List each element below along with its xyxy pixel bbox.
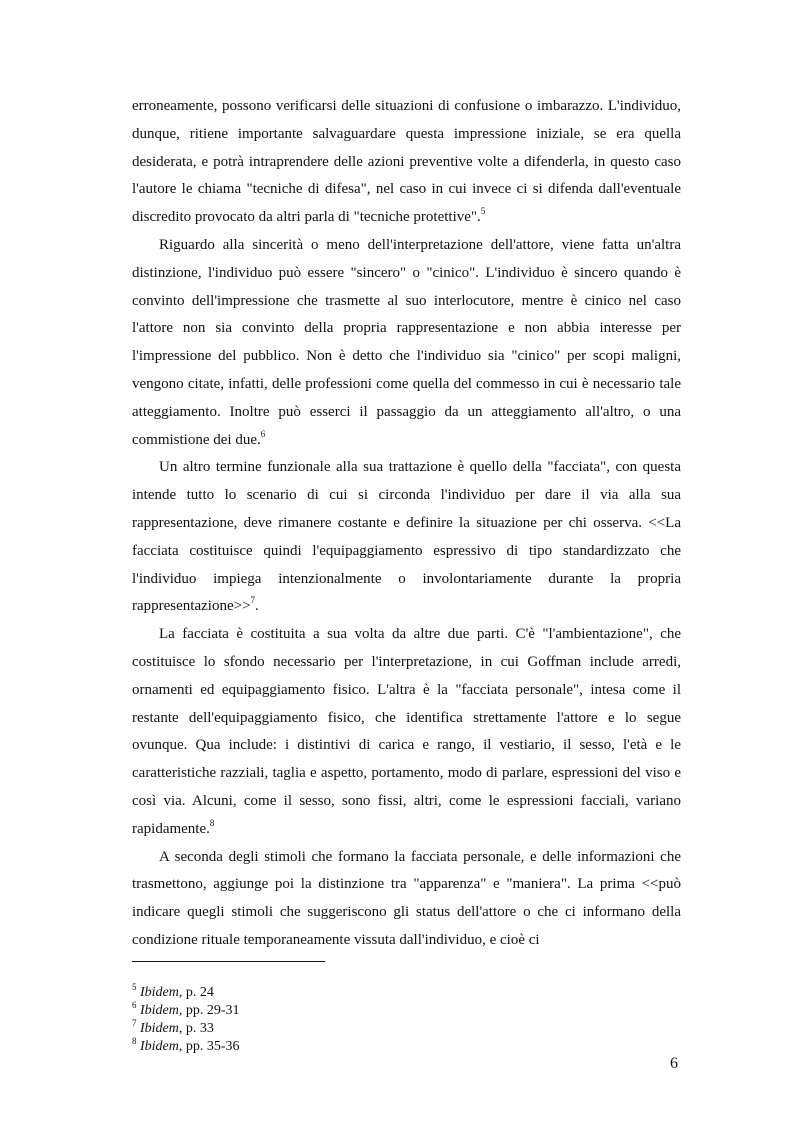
footnote-separator (132, 961, 325, 962)
page-number: 6 (670, 1055, 678, 1072)
paragraph-4: La facciata è costituita a sua volta da altre due parti. C'è "l'ambientazione", che costituisce lo sfondo necessario per l'interpretazione, in cui Goffman include arredi, ornamenti ed equipaggiamento fisico. L'altra è la "facciata personale", intesa come il restante dell'equipaggiamento fisico, che identifica strettamente l'attore e lo segue ovunque. Qua include: i distintivi di carica e rango, il vestiario, il sesso, l'età e le caratteristiche razziali, taglia e aspetto, portamento, modo di parlare, espressioni del viso e così via. Alcuni, come il sesso, sono fissi, altri, come le espressioni facciali, variano rapidamente.$^8$ (132, 626, 681, 837)
footnotes (132, 984, 632, 1056)
body-text (132, 93, 681, 955)
paragraph-3: Un altro termine funzionale alla sua trattazione è quello della "facciata", con questa intende tutto lo scenario di cui si circonda l'individuo per dare il via alla sua rappresentazione, deve rimanere costante e definire la situazione per chi osserva. <<La facciata costituisce quindi l'equipaggiamento espressivo di tipo standardizzato che l'individuo impiega intenzionalmente o involontariamente durante la propria rappresentazione>>$^7$. (132, 459, 681, 615)
footnote-5: $^5$ Ibidem, p. 24 (132, 982, 214, 1000)
footnote-8: $^8$ Ibidem, pp. 35-36 (132, 1036, 240, 1054)
paragraph-2: Riguardo alla sincerità o meno dell'interpretazione dell'attore, viene fatta un'altra distinzione, l'individuo può essere "sincero" o "cinico". L'individuo è sincero quando è convinto dell'impressione che trasmette al suo interlocutore, mentre è cinico nel caso l'attore non sia convinto della propria rappresentazione e non abbia interesse per l'impressione del pubblico. Non è detto che l'individuo sia "cinico" per scopi maligni, vengono citate, infatti, delle professioni come quella del commesso in cui è necessario tale atteggiamento. Inoltre può esserci il passaggio da un atteggiamento all'altro, o una commistione dei due.$^6$ (132, 236, 681, 448)
footnote-ref-8: 8 (209, 817, 215, 828)
footnote-6: $^6$ Ibidem, pp. 29-31 (132, 1000, 240, 1018)
footnote-ref-5: 5 (480, 206, 486, 217)
paragraph-5: A seconda degli stimoli che formano la facciata personale, e delle informazioni che trasmettono, aggiunge poi la distinzione tra "apparenza" e "maniera". La prima <<può indicare quegli stimoli che suggeriscono gli status dell'attore o che ci informano della condizione rituale temporaneamente vissuta dall'individuo, e cioè ci (132, 848, 681, 948)
paragraph-1: erroneamente, possono verificarsi delle situazioni di confusione o imbarazzo. L'individuo, dunque, ritiene importante salvaguardare questa impressione iniziale, se era quella desiderata, e potrà intraprendere delle azioni preventive volte a difenderla, in questo caso l'autore le chiama "tecniche di difesa", nel caso in cui invece ci si difenda dall'eventuale discredito provocato da altri parla di "tecniche protettive".$^5$ (132, 98, 681, 226)
footnote-ref-6: 6 (260, 428, 266, 439)
footnote-ref-7: 7 (250, 595, 256, 606)
footnote-7: $^7$ Ibidem, p. 33 (132, 1018, 214, 1036)
